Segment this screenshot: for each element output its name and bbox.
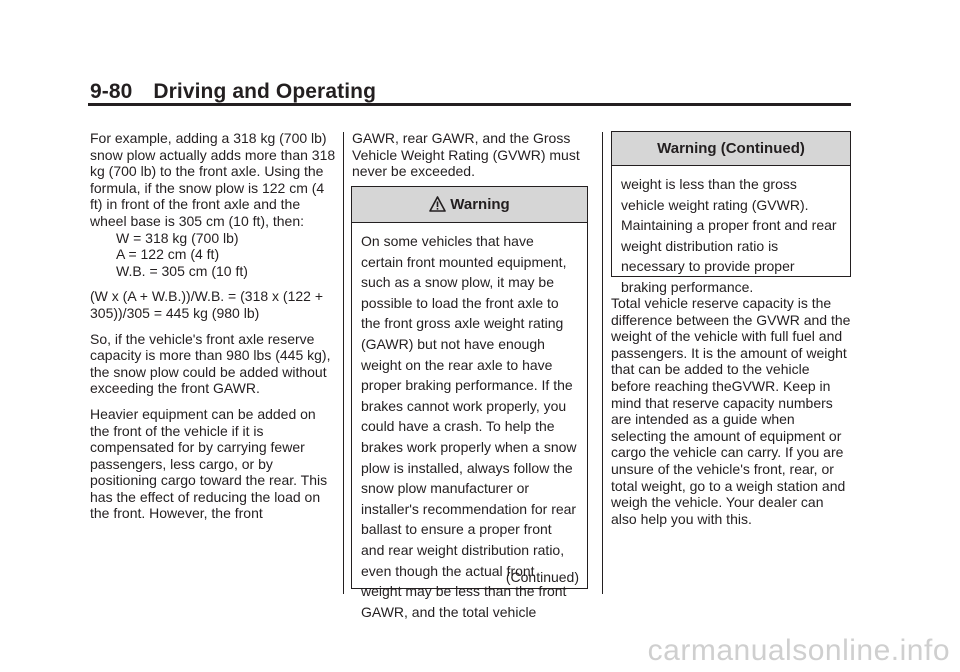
warning-triangle-icon (429, 190, 446, 225)
section-title: Driving and Operating (153, 80, 376, 103)
heavier-equipment-paragraph: Heavier equipment can be added on the front of the vehicle if it is compensated for by carrying fewer passengers, less cargo, or by positioning cargo toward the rear. This has the effect of reducing the load on the front. However, the front (90, 405, 328, 522)
definition-w: W = 318 kg (700 lb) (116, 229, 239, 246)
reserve-paragraph: So, if the vehicle's front axle reserve capacity is more than 980 lbs (445 kg), the snow plow could be added without exceeding the front GAWR. (90, 330, 331, 397)
warning-continued-body: weight is less than the gross vehicle weight rating (GVWR). Maintaining a proper front and rear weight distribution ratio is necessary to provide proper braking performance. (621, 176, 837, 295)
header-rule (88, 103, 851, 106)
warning-continued-box (611, 131, 851, 295)
column-divider-1 (343, 132, 344, 594)
gawr-paragraph: GAWR, rear GAWR, and the Gross Vehicle Weight Rating (GVWR) must never be exceeded. (352, 130, 580, 180)
column-left (90, 130, 336, 522)
column-middle (352, 130, 592, 180)
page-number: 9-80 (90, 80, 133, 103)
example-paragraph: For example, adding a 318 kg (700 lb) snow plow actually adds more than 318 kg (700 lb) to the front axle. Using the formula, if the snow plow is 122 cm (4 ft) in front of the front axle and the wheel base is 305 cm (10 ft), then: (90, 130, 336, 229)
definition-wb: W.B. = 305 cm (10 ft) (116, 262, 248, 279)
warning-title: Warning (450, 196, 510, 213)
definition-a: A = 122 cm (4 ft) (116, 246, 220, 263)
page-header (90, 80, 376, 104)
warning-header (352, 187, 587, 223)
warning-continued-header: Warning (Continued) (612, 132, 850, 166)
formula-paragraph: (W x (A + W.B.))/W.B. = (318 x (122 + 305))/305 = 445 kg (980 lb) (90, 288, 324, 321)
reserve-capacity-paragraph: Total vehicle reserve capacity is the difference between the GVWR and the weight of the vehicle with full fuel and passengers. It is the amount of weight that can be added to the vehicle before reaching theGVWR. Keep in mind that reserve capacity numbers are intended as a guide when selecting the amount of equipment or cargo the vehicle can carry. If you are unsure of the vehicle's front, rear, or total weight, go to a weigh station and weigh the vehicle. Your dealer can also help you with this. (611, 295, 851, 527)
column-divider-2 (602, 132, 603, 594)
continued-label: (Continued) (505, 569, 579, 585)
warning-box (351, 186, 588, 620)
watermark: carmanualsonline.info (647, 634, 950, 667)
warning-body: On some vehicles that have certain front mounted equipment, such as a snow plow, it may be possible to load the front axle to the front gross axle weight rating (GAWR) but not have enough weight on the rear axle to have proper braking performance. If the brakes cannot work properly, you could have a crash. To help the brakes work properly when a snow plow is installed, always follow the snow plow manufacturer or installer's recommendation for rear ballast to ensure a proper front and rear weight distribution ratio, even though the actual front weight may be less than the front GAWR, and the total vehicle (361, 233, 577, 620)
